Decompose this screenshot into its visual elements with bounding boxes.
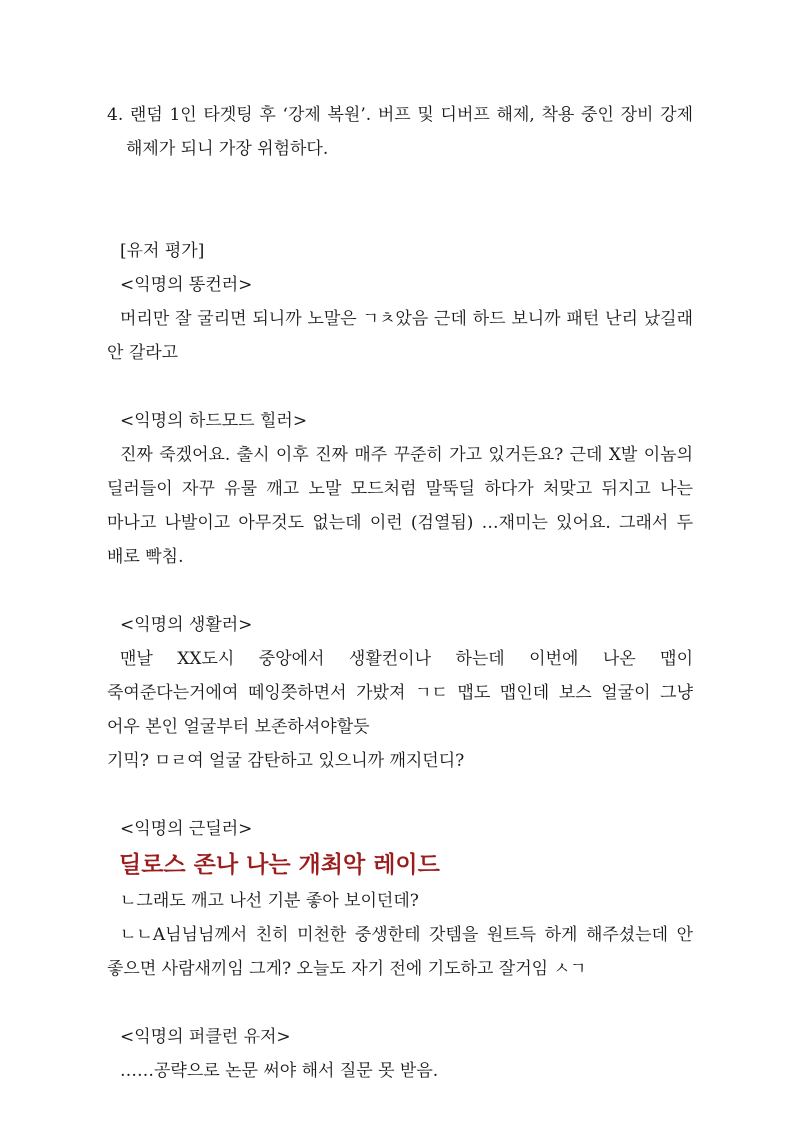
user-name-4: <익명의 근딜러>: [120, 819, 253, 839]
blank-space: [107, 986, 693, 1020]
user-comment-2: 진짜 죽겠어요. 출시 이후 진짜 매주 꾸준히 가고 있거든요? 근데 X발 이놈의 딜러들이 자꾸 유물 깨고 노말 모드처럼 말뚝딜 하다가 처맞고 뒤지고 나는 마나고 나발이고 아무것도 없는데 이런 (검열됨) …재미는 있어요. 그래서 두 배로 빡침.: [107, 445, 693, 567]
user-name-5: <익명의 퍼클런 유저>: [120, 1027, 291, 1047]
user-comment-5: ……공략으로 논문 써야 해서 질문 못 받음.: [120, 1061, 439, 1081]
user-name-1: <익명의 똥컨러>: [120, 275, 253, 295]
blank-space: [107, 778, 693, 812]
user-comment-3-continued: 기믹? ㅁㄹ여 얼굴 감탄하고 있으니까 깨지던디?: [107, 751, 465, 771]
blank-space: [107, 574, 693, 608]
blank-space: [107, 166, 693, 234]
user-name-2: <익명의 하드모드 힐러>: [120, 411, 308, 431]
section-title: [유저 평가]: [120, 241, 205, 261]
reply-1: ㄴ그래도 깨고 나선 기분 좋아 보이던데?: [120, 891, 419, 911]
list-item-4: 4. 랜덤 1인 타겟팅 후 ‘강제 복원’. 버프 및 디버프 해제, 착용 중인 장비 강제 해제가 되니 가장 위험하다.: [107, 105, 693, 159]
reply-2: ㄴㄴA님님님께서 친히 미천한 중생한테 갓템을 원트득 하게 해주셨는데 안 좋으면 사람새끼임 그게? 오늘도 자기 전에 기도하고 잘거임 ㅅㄱ: [107, 925, 693, 979]
document-body: [107, 98, 693, 1088]
highlight-heading: 딜로스 존나 나는 개최악 레이드: [119, 852, 440, 878]
user-name-3: <익명의 생활러>: [120, 615, 253, 635]
user-comment-3: 맨날 XX도시 중앙에서 생활컨이나 하는데 이번에 나온 맵이 죽여준다는거에여 떼잉쯧하면서 가밨져 ㄱㄷ 맵도 맵인데 보스 얼굴이 그냥 어우 본인 얼굴부터 보존하셔야할듯: [107, 649, 693, 737]
blank-space: [107, 370, 693, 404]
user-comment-1: 머리만 잘 굴리면 되니까 노말은 ㄱㅊ았음 근데 하드 보니까 패턴 난리 났길래 안 갈라고: [107, 309, 693, 363]
